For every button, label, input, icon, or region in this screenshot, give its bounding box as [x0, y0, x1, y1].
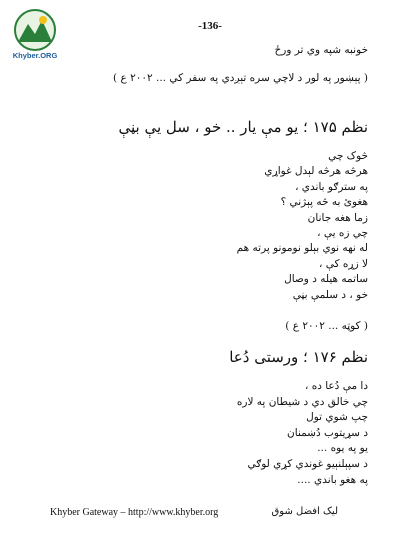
intro-line-2: ( پېښور په لور د لاچي سره تېږدي په سفر کي ... ۲۰۰۲ ع ) [113, 72, 368, 84]
poem2-line: د سپېلنېيو غوندي کړي لوګي [247, 458, 368, 470]
poem-1-title: نظم ۱۷۵ ؛ يو مې يار .. خو ، سل يې بڼې [118, 118, 368, 136]
poem1-line: هغوئ به څه پېژني ؟ [280, 196, 368, 209]
poem-2-title: نظم ۱۷۶ ؛ ورستی دُعا [229, 348, 368, 366]
poem2-line: دا مې دُعا ده ، [304, 380, 368, 392]
poem1-line: په سترګو باندي ، [295, 180, 368, 193]
poem2-line: د سړيتوب دُښمنان [287, 426, 368, 439]
poem1-line: هرڅه هرڅه لېدل غواړي [264, 165, 368, 178]
footer-author: ليک افضل شوق [271, 506, 338, 517]
logo-text: Khyber.ORG [12, 51, 58, 60]
poem1-line: لا زړه کې ، [319, 257, 368, 270]
poem2-line: چي خالق دي د شيطان په لاره [236, 395, 368, 408]
footer-site: Khyber Gateway – http://www.khyber.org [50, 507, 219, 518]
poem1-line: چي زه يې ، [317, 227, 368, 239]
poem-1-place-date: ( کوټه ... ۲۰۰۲ ع ) [285, 320, 368, 332]
poem1-line: له نهه نوي بېلو نومونو پرته هم [236, 242, 368, 255]
poem1-line: خو ، د سلمې بڼې [292, 288, 368, 301]
poem2-line: په هغو باندي .... [297, 473, 368, 486]
poem1-line: څوک چي [328, 150, 368, 162]
page-number: -136- [198, 20, 222, 32]
poem1-line: زما هغه جانان [307, 211, 368, 224]
poem2-line: چپ شوي تول [306, 411, 368, 424]
khyber-logo [10, 8, 60, 60]
poem1-line: ساتمه هيله د وصال [284, 273, 368, 286]
poem2-line: يو په يوه ... [317, 442, 368, 455]
intro-line-1: خونبه شپه وي تر ورځ [274, 44, 368, 56]
